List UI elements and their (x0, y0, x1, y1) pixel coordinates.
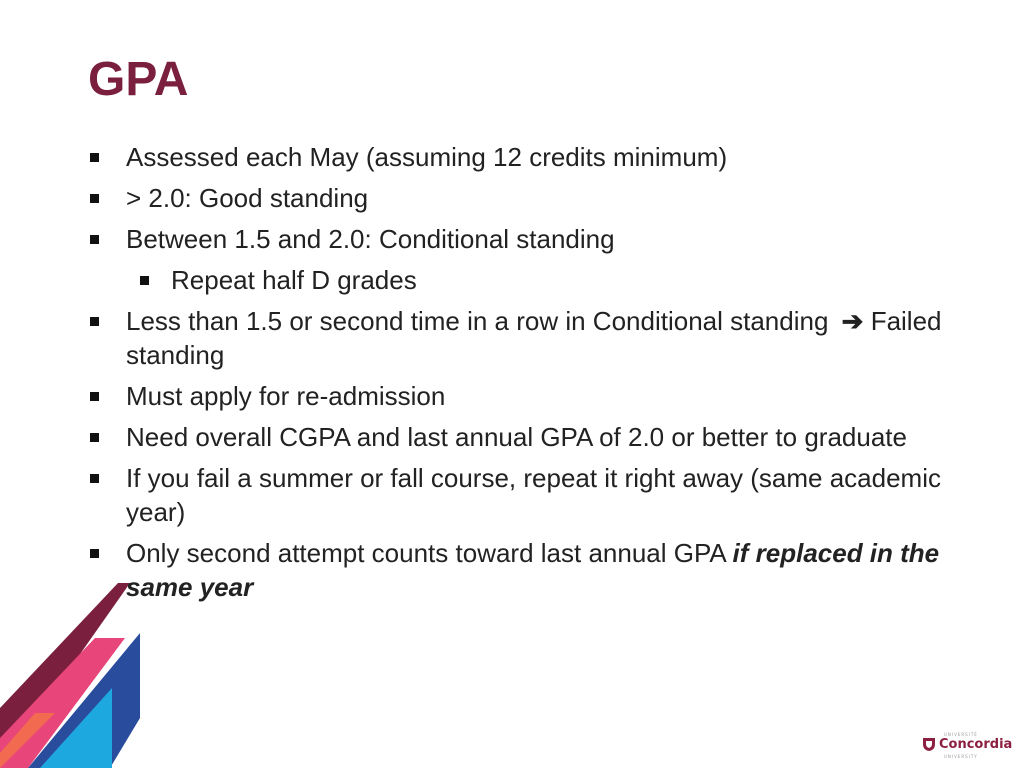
concordia-logo (922, 732, 1013, 760)
right-arrow-icon: ➔ (841, 306, 864, 336)
bullet-item (88, 140, 988, 174)
bullet-text: Between 1.5 and 2.0: Conditional standing (126, 224, 615, 254)
bullet-text: > 2.0: Good standing (126, 183, 369, 213)
bullet-item (88, 181, 988, 215)
bullet-text: Need overall CGPA and last annual GPA of 2.0 or better to graduate (126, 422, 907, 452)
bullet-text-continued: Failed standing (126, 306, 942, 370)
square-bullet-icon (90, 474, 99, 483)
square-bullet-icon (90, 317, 99, 326)
square-bullet-icon (90, 153, 99, 162)
bullet-item (88, 304, 988, 372)
slide-title: GPA (88, 53, 189, 106)
square-bullet-icon (140, 276, 149, 285)
emphasized-text: if replaced in the same year (126, 538, 940, 602)
square-bullet-icon (90, 235, 99, 244)
square-bullet-icon (90, 392, 99, 401)
square-bullet-icon (90, 433, 99, 442)
sub-bullet-item (88, 263, 988, 297)
bullet-item (88, 420, 988, 454)
bullet-item (88, 536, 988, 604)
bullet-text: Only second attempt counts toward last annual GPA (126, 538, 726, 568)
bullet-text: Must apply for re-admission (126, 381, 446, 411)
bullet-text: Assessed each May (assuming 12 credits minimum) (126, 142, 728, 172)
square-bullet-icon (90, 549, 99, 558)
square-bullet-icon (90, 194, 99, 203)
bullet-text: If you fail a summer or fall course, repeat it right away (same academic year) (126, 463, 941, 527)
logo-top-text: UNIVERSITÉ (944, 732, 978, 737)
bullet-item (88, 461, 988, 529)
logo-name: Concordia (939, 737, 1013, 752)
logo-bottom-text: UNIVERSITY (944, 754, 978, 759)
bullet-item (88, 379, 988, 413)
bullet-text: Repeat half D grades (171, 265, 417, 295)
bullet-text: Less than 1.5 or second time in a row in Conditional standing (126, 306, 829, 336)
concordia-emblem-icon (922, 736, 936, 752)
bullet-item (88, 222, 988, 256)
bullet-list (88, 140, 988, 611)
